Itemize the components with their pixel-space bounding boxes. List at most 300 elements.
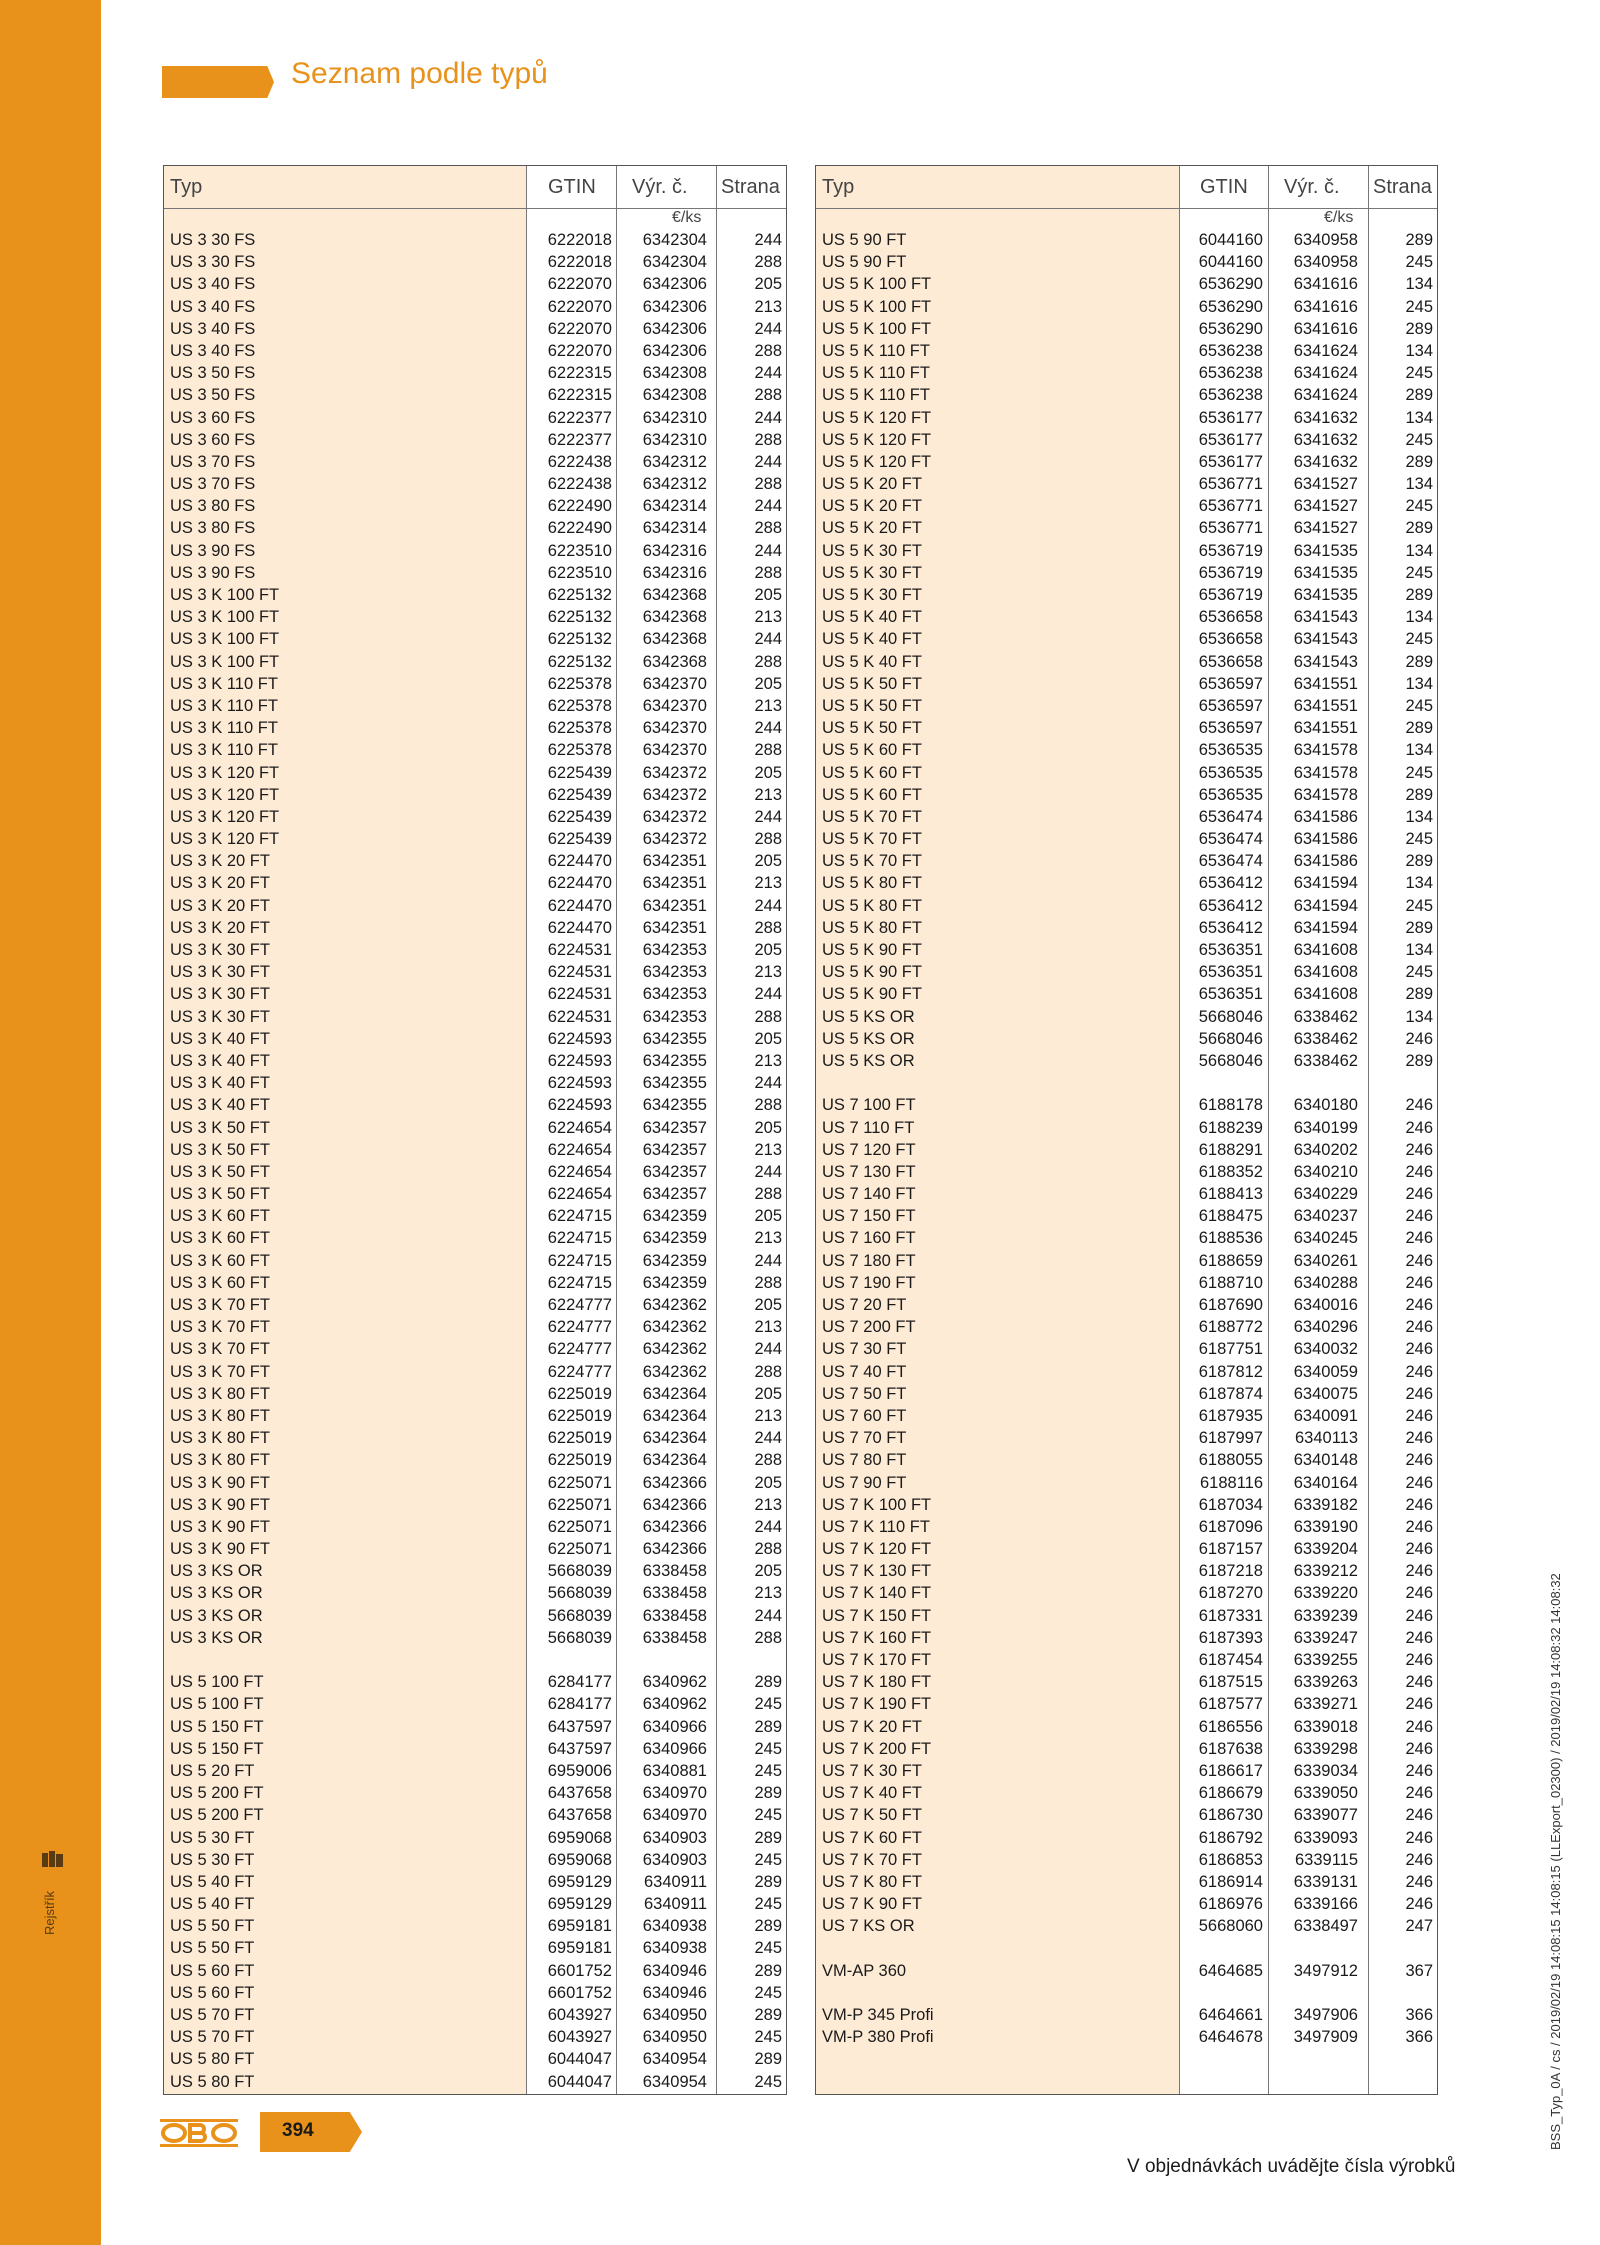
cell-gtin: 6224654 (547, 1185, 612, 1204)
cell-strana: 245 (754, 1761, 782, 1780)
table-row (164, 1294, 786, 1316)
cell-typ: US 7 K 20 FT (822, 1717, 922, 1736)
table-row (164, 318, 786, 340)
cell-vyr: 6341578 (1293, 785, 1358, 804)
cell-gtin: 6959006 (547, 1761, 612, 1780)
cell-vyr: 6342306 (642, 341, 707, 360)
cell-vyr: 6338458 (642, 1606, 707, 1625)
cell-strana: 246 (1405, 1473, 1433, 1492)
cell-typ: US 3 90 FS (170, 541, 256, 560)
table-row (816, 1760, 1437, 1782)
cell-strana: 288 (754, 1451, 782, 1470)
cell-strana: 244 (754, 319, 782, 338)
cell-gtin: 6224531 (547, 985, 612, 1004)
table-row (816, 495, 1437, 517)
table-row (164, 762, 786, 784)
table-row (164, 1560, 786, 1582)
cell-typ: US 3 K 70 FT (170, 1362, 270, 1381)
cell-vyr: 6341616 (1293, 297, 1358, 316)
cell-gtin: 6187751 (1198, 1340, 1263, 1359)
cell-strana: 205 (754, 1562, 782, 1581)
cell-vyr: 6340237 (1293, 1207, 1358, 1226)
cell-gtin: 5668046 (1198, 1051, 1263, 1070)
cell-gtin: 6536177 (1198, 430, 1263, 449)
cell-typ: US 7 120 FT (822, 1140, 916, 1159)
table-row (164, 407, 786, 429)
cell-vyr: 6340966 (642, 1717, 707, 1736)
cell-typ: US 5 K 40 FT (822, 608, 922, 627)
cell-typ: US 3 K 30 FT (170, 1007, 270, 1026)
cell-typ: US 7 100 FT (822, 1096, 916, 1115)
cell-vyr: 6340946 (642, 1983, 707, 2002)
cell-vyr: 6341535 (1293, 563, 1358, 582)
table-row (164, 451, 786, 473)
cell-strana: 245 (1405, 297, 1433, 316)
table-row (816, 872, 1437, 894)
table-row (164, 1161, 786, 1183)
cell-typ: US 3 K 40 FT (170, 1074, 270, 1093)
cell-typ: US 3 60 FS (170, 430, 256, 449)
cell-gtin: 6225071 (547, 1517, 612, 1536)
cell-typ: US 3 K 90 FT (170, 1495, 270, 1514)
cell-strana: 246 (1405, 1140, 1433, 1159)
cell-strana: 245 (754, 1850, 782, 1869)
cell-gtin: 6224593 (547, 1051, 612, 1070)
cell-typ: US 5 30 FT (170, 1850, 255, 1869)
cell-strana: 213 (754, 696, 782, 715)
cell-gtin: 6959129 (547, 1895, 612, 1914)
cell-strana: 246 (1405, 1584, 1433, 1603)
cell-gtin: 6959068 (547, 1828, 612, 1847)
table-row (164, 651, 786, 673)
cell-typ: US 5 KS OR (822, 1029, 915, 1048)
cell-strana: 246 (1405, 1118, 1433, 1137)
header-vyr: Výr. č. (1284, 176, 1340, 198)
cell-gtin: 6187270 (1198, 1584, 1263, 1603)
cell-vyr: 6341527 (1293, 519, 1358, 538)
table-row (816, 1605, 1437, 1627)
cell-vyr: 6340962 (642, 1695, 707, 1714)
cell-strana: 134 (1405, 807, 1433, 826)
cell-gtin: 6536771 (1198, 519, 1263, 538)
cell-gtin: 6186792 (1198, 1828, 1263, 1847)
cell-typ: US 5 KS OR (822, 1007, 915, 1026)
cell-vyr: 6342306 (642, 297, 707, 316)
cell-gtin: 5668046 (1198, 1007, 1263, 1026)
table-row (816, 1449, 1437, 1471)
cell-typ: US 5 150 FT (170, 1717, 264, 1736)
cell-gtin: 6224654 (547, 1118, 612, 1137)
table-row (164, 1361, 786, 1383)
cell-gtin: 6187034 (1198, 1495, 1263, 1514)
table-row (816, 229, 1437, 251)
cell-strana: 289 (1405, 231, 1433, 249)
cell-typ: US 5 K 110 FT (822, 364, 930, 383)
cell-vyr: 6342366 (642, 1540, 707, 1559)
table-row (816, 407, 1437, 429)
cell-strana: 213 (754, 1406, 782, 1425)
cell-vyr: 6339166 (1293, 1895, 1358, 1914)
cell-typ: US 3 K 80 FT (170, 1384, 270, 1403)
table-row (816, 1383, 1437, 1405)
cell-typ: US 7 K 50 FT (822, 1806, 922, 1825)
cell-typ: US 7 180 FT (822, 1251, 916, 1270)
cell-gtin: 6225019 (547, 1429, 612, 1448)
cell-gtin: 6536474 (1198, 807, 1263, 826)
cell-strana: 246 (1405, 1495, 1433, 1514)
cell-vyr: 6341594 (1293, 896, 1358, 915)
table-row (816, 1871, 1437, 1893)
cell-vyr: 6342372 (642, 763, 707, 782)
cell-typ: US 5 KS OR (822, 1051, 915, 1070)
cell-typ: US 3 40 FS (170, 297, 256, 316)
cell-strana: 289 (754, 1717, 782, 1736)
cell-strana: 246 (1405, 1451, 1433, 1470)
header-vyr: Výr. č. (632, 176, 688, 198)
cell-typ: US 7 160 FT (822, 1229, 916, 1248)
cell-vyr: 6342364 (642, 1406, 707, 1425)
book-index-icon (42, 1851, 64, 1869)
cell-strana: 246 (1405, 1739, 1433, 1758)
cell-vyr: 6342359 (642, 1251, 707, 1270)
cell-typ: US 5 60 FT (170, 1961, 255, 1980)
table-row (164, 1693, 786, 1715)
cell-strana: 205 (754, 1384, 782, 1403)
table-row (164, 1050, 786, 1072)
cell-vyr: 6340911 (643, 1895, 707, 1914)
cell-strana: 134 (1405, 874, 1433, 893)
cell-vyr: 6341594 (1293, 918, 1358, 937)
header-typ: Typ (170, 176, 203, 198)
cell-gtin: 6536351 (1198, 941, 1263, 959)
cell-strana: 246 (1405, 1429, 1433, 1448)
cell-vyr: 6340903 (642, 1828, 707, 1847)
table-row (164, 1338, 786, 1360)
cell-gtin: 6536238 (1198, 341, 1263, 360)
cell-vyr: 6342362 (642, 1362, 707, 1381)
cell-gtin: 6284177 (547, 1673, 612, 1692)
cell-vyr: 6339263 (1293, 1673, 1358, 1692)
table-row (164, 1782, 786, 1804)
cell-gtin: 6043927 (547, 2028, 612, 2047)
cell-gtin: 6188291 (1198, 1140, 1263, 1159)
cell-typ: US 7 K 60 FT (822, 1828, 922, 1847)
cell-vyr: 3497909 (1293, 2028, 1358, 2047)
cell-gtin: 6536719 (1198, 563, 1263, 582)
cell-typ: US 5 80 FT (170, 2050, 255, 2069)
cell-gtin: 6225439 (547, 763, 612, 782)
table-row (816, 318, 1437, 340)
cell-typ: US 7 200 FT (822, 1318, 916, 1337)
cell-typ: US 5 30 FT (170, 1828, 255, 1847)
cell-vyr: 6340229 (1293, 1185, 1358, 1204)
cell-typ: US 7 30 FT (822, 1340, 907, 1359)
table-row (164, 1117, 786, 1139)
cell-typ: US 3 K 20 FT (170, 918, 270, 937)
cell-typ: US 7 K 110 FT (822, 1517, 930, 1536)
table-row (164, 1383, 786, 1405)
cell-vyr: 6340881 (642, 1761, 707, 1780)
cell-vyr: 6342366 (642, 1517, 707, 1536)
table-row (816, 1960, 1437, 1982)
cell-strana: 134 (1405, 475, 1433, 494)
cell-vyr: 6340950 (642, 2006, 707, 2024)
cell-typ: US 5 K 20 FT (822, 519, 922, 538)
cell-gtin: 6959068 (547, 1850, 612, 1869)
cell-typ: US 3 40 FS (170, 341, 256, 360)
cell-gtin: 6187690 (1198, 1296, 1263, 1314)
cell-gtin: 6601752 (547, 1983, 612, 2002)
table-row (164, 1072, 786, 1094)
cell-strana: 244 (754, 1162, 782, 1181)
table-row (816, 1782, 1437, 1804)
cell-typ: US 3 K 30 FT (170, 985, 270, 1004)
cell-strana: 288 (754, 253, 782, 272)
cell-strana: 134 (1405, 608, 1433, 627)
cell-strana: 288 (754, 1273, 782, 1292)
cell-typ: US 3 K 120 FT (170, 785, 280, 804)
cell-vyr: 6342359 (642, 1207, 707, 1226)
cell-typ: US 5 K 100 FT (822, 275, 932, 294)
cell-typ: US 5 K 120 FT (822, 430, 932, 449)
cell-typ: US 5 K 90 FT (822, 963, 922, 982)
cell-typ: US 3 K 120 FT (170, 830, 280, 849)
table-row (164, 2071, 786, 2093)
cell-gtin: 6224715 (547, 1207, 612, 1226)
cell-strana: 289 (754, 1828, 782, 1847)
table-row (816, 828, 1437, 850)
cell-typ: US 5 50 FT (170, 1917, 255, 1936)
cell-strana: 244 (754, 231, 782, 249)
cell-typ: US 3 40 FS (170, 275, 256, 294)
cell-gtin: 6222377 (547, 408, 612, 427)
cell-strana: 244 (754, 364, 782, 383)
cell-gtin: 6222315 (547, 386, 612, 405)
cell-strana: 246 (1405, 1695, 1433, 1714)
table-row (816, 473, 1437, 495)
table-row (816, 1361, 1437, 1383)
cell-vyr: 6341535 (1293, 586, 1358, 604)
cell-vyr: 6342357 (642, 1162, 707, 1181)
cell-gtin: 6224777 (547, 1362, 612, 1381)
table-row (816, 1671, 1437, 1693)
cell-typ: VM-AP 360 (822, 1961, 907, 1980)
table-row (164, 1605, 786, 1627)
cell-typ: US 5 K 30 FT (822, 541, 922, 560)
table-row (164, 1472, 786, 1494)
cell-typ: US 3 K 50 FT (170, 1118, 270, 1137)
cell-vyr: 6342368 (642, 630, 707, 649)
cell-typ: US 3 K 40 FT (170, 1096, 270, 1115)
cell-vyr: 6341616 (1293, 275, 1358, 294)
cell-vyr: 6341624 (1293, 386, 1358, 405)
cell-strana: 245 (754, 1895, 782, 1914)
cell-strana: 134 (1405, 941, 1433, 959)
table-row (816, 1849, 1437, 1871)
table-row (164, 562, 786, 584)
cell-typ: US 3 80 FS (170, 497, 256, 516)
cell-typ: US 7 K 170 FT (822, 1651, 932, 1669)
table-row (816, 429, 1437, 451)
cell-vyr: 6338462 (1293, 1007, 1358, 1026)
cell-gtin: 6536290 (1198, 297, 1263, 316)
cell-vyr: 6342314 (642, 519, 707, 538)
cell-vyr: 6342368 (642, 608, 707, 627)
cell-typ: US 7 140 FT (822, 1185, 916, 1204)
cell-typ: US 3 K 20 FT (170, 852, 270, 871)
cell-vyr: 6342366 (642, 1473, 707, 1492)
cell-strana: 244 (754, 497, 782, 516)
cell-typ: US 5 K 60 FT (822, 763, 922, 782)
cell-strana: 246 (1405, 1784, 1433, 1803)
table-row (816, 584, 1437, 606)
cell-strana: 134 (1405, 741, 1433, 760)
cell-vyr: 6340016 (1293, 1296, 1358, 1314)
table-row (816, 1139, 1437, 1161)
cell-strana: 288 (754, 1628, 782, 1647)
cell-vyr: 6342312 (642, 452, 707, 471)
cell-strana: 213 (754, 1495, 782, 1514)
cell-gtin: 6224531 (547, 1007, 612, 1026)
table-row (816, 917, 1437, 939)
cell-vyr: 6339239 (1293, 1606, 1358, 1625)
cell-strana: 134 (1405, 1007, 1433, 1026)
cell-gtin: 6225071 (547, 1495, 612, 1514)
cell-strana: 205 (754, 852, 782, 871)
cell-strana: 246 (1405, 1340, 1433, 1359)
cell-strana: 288 (754, 519, 782, 538)
table-row (164, 1516, 786, 1538)
cell-vyr: 6341632 (1293, 408, 1358, 427)
cell-gtin: 6222070 (547, 297, 612, 316)
table-row (816, 1316, 1437, 1338)
table-row (164, 340, 786, 362)
cell-gtin: 6536535 (1198, 785, 1263, 804)
table-row (816, 1804, 1437, 1826)
table-row (164, 1960, 786, 1982)
table-row (164, 273, 786, 295)
cell-strana: 288 (754, 652, 782, 671)
header-accent-tab (162, 66, 274, 98)
cell-vyr: 6340091 (1293, 1406, 1358, 1425)
cell-typ: US 5 K 30 FT (822, 563, 922, 582)
cell-strana: 205 (754, 674, 782, 693)
cell-gtin: 6536412 (1198, 874, 1263, 893)
cell-vyr: 6342351 (642, 852, 707, 871)
cell-vyr: 6342314 (642, 497, 707, 516)
cell-typ: VM-P 345 Profi (822, 2006, 934, 2024)
cell-gtin: 6044047 (547, 2050, 612, 2069)
cell-typ: US 7 K 90 FT (822, 1895, 922, 1914)
cell-gtin: 6536290 (1198, 275, 1263, 294)
cell-vyr: 6340946 (642, 1961, 707, 1980)
table-row (164, 2004, 786, 2026)
cell-gtin: 6959181 (547, 1939, 612, 1958)
table-row (164, 495, 786, 517)
cell-typ: US 7 150 FT (822, 1207, 916, 1226)
table-row (164, 1893, 786, 1915)
cell-gtin: 6188413 (1198, 1185, 1263, 1204)
cell-strana: 244 (754, 1340, 782, 1359)
cell-strana: 205 (754, 1029, 782, 1048)
cell-typ: US 3 K 110 FT (170, 674, 278, 693)
cell-strana: 245 (754, 1806, 782, 1825)
cell-typ: US 3 K 60 FT (170, 1251, 270, 1270)
cell-gtin: 6187218 (1198, 1562, 1263, 1581)
cell-typ: US 3 K 100 FT (170, 586, 280, 604)
cell-vyr: 3497906 (1293, 2006, 1358, 2024)
cell-vyr: 6342372 (642, 830, 707, 849)
cell-strana: 289 (1405, 918, 1433, 937)
table-row (164, 540, 786, 562)
cell-vyr: 6341578 (1293, 763, 1358, 782)
cell-gtin: 6437597 (547, 1739, 612, 1758)
cell-gtin: 6536597 (1198, 674, 1263, 693)
cell-gtin: 6187331 (1198, 1606, 1263, 1625)
cell-typ: US 3 K 100 FT (170, 630, 280, 649)
cell-vyr: 6338462 (1293, 1051, 1358, 1070)
cell-strana: 289 (754, 1673, 782, 1692)
cell-gtin: 6224654 (547, 1162, 612, 1181)
cell-gtin: 6536351 (1198, 963, 1263, 982)
cell-vyr: 6340962 (642, 1673, 707, 1692)
cell-typ: US 7 80 FT (822, 1451, 907, 1470)
cell-gtin: 6224593 (547, 1029, 612, 1048)
cell-strana: 213 (754, 874, 782, 893)
cell-typ: US 5 K 100 FT (822, 319, 932, 338)
cell-vyr: 6342355 (642, 1029, 707, 1048)
cell-strana: 244 (754, 541, 782, 560)
cell-vyr: 6342357 (642, 1140, 707, 1159)
table-row (816, 1272, 1437, 1294)
table-row (816, 1516, 1437, 1538)
cell-vyr: 6342316 (642, 563, 707, 582)
cell-vyr: 6341586 (1293, 852, 1358, 871)
table-row (816, 340, 1437, 362)
cell-gtin: 5668039 (547, 1584, 612, 1603)
cell-typ: US 5 K 60 FT (822, 741, 922, 760)
cell-strana: 288 (754, 918, 782, 937)
table-row (816, 762, 1437, 784)
cell-vyr: 6342308 (642, 364, 707, 383)
cell-gtin: 6224470 (547, 874, 612, 893)
cell-strana: 213 (754, 1584, 782, 1603)
cell-vyr: 6342364 (642, 1384, 707, 1403)
cell-vyr: 6342351 (642, 874, 707, 893)
cell-strana: 288 (754, 1540, 782, 1559)
cell-gtin: 6225019 (547, 1406, 612, 1425)
table-row (164, 628, 786, 650)
cell-gtin: 6187997 (1198, 1429, 1263, 1448)
cell-strana: 245 (1405, 896, 1433, 915)
cell-typ: US 7 190 FT (822, 1273, 916, 1292)
cell-vyr: 6340245 (1293, 1229, 1358, 1248)
cell-strana: 288 (754, 563, 782, 582)
cell-typ: US 3 KS OR (170, 1562, 263, 1581)
cell-strana: 245 (1405, 963, 1433, 982)
header-strana: Strana (1373, 176, 1432, 198)
cell-typ: US 5 90 FT (822, 231, 907, 249)
cell-typ: US 7 40 FT (822, 1362, 907, 1381)
cell-vyr: 6342362 (642, 1340, 707, 1359)
cell-typ: US 3 K 60 FT (170, 1273, 270, 1292)
cell-typ: US 5 K 100 FT (822, 297, 932, 316)
table-row (816, 1250, 1437, 1272)
cell-gtin: 6225439 (547, 785, 612, 804)
cell-gtin: 6536719 (1198, 586, 1263, 604)
table-row (816, 1649, 1437, 1671)
cell-vyr: 6342310 (642, 430, 707, 449)
